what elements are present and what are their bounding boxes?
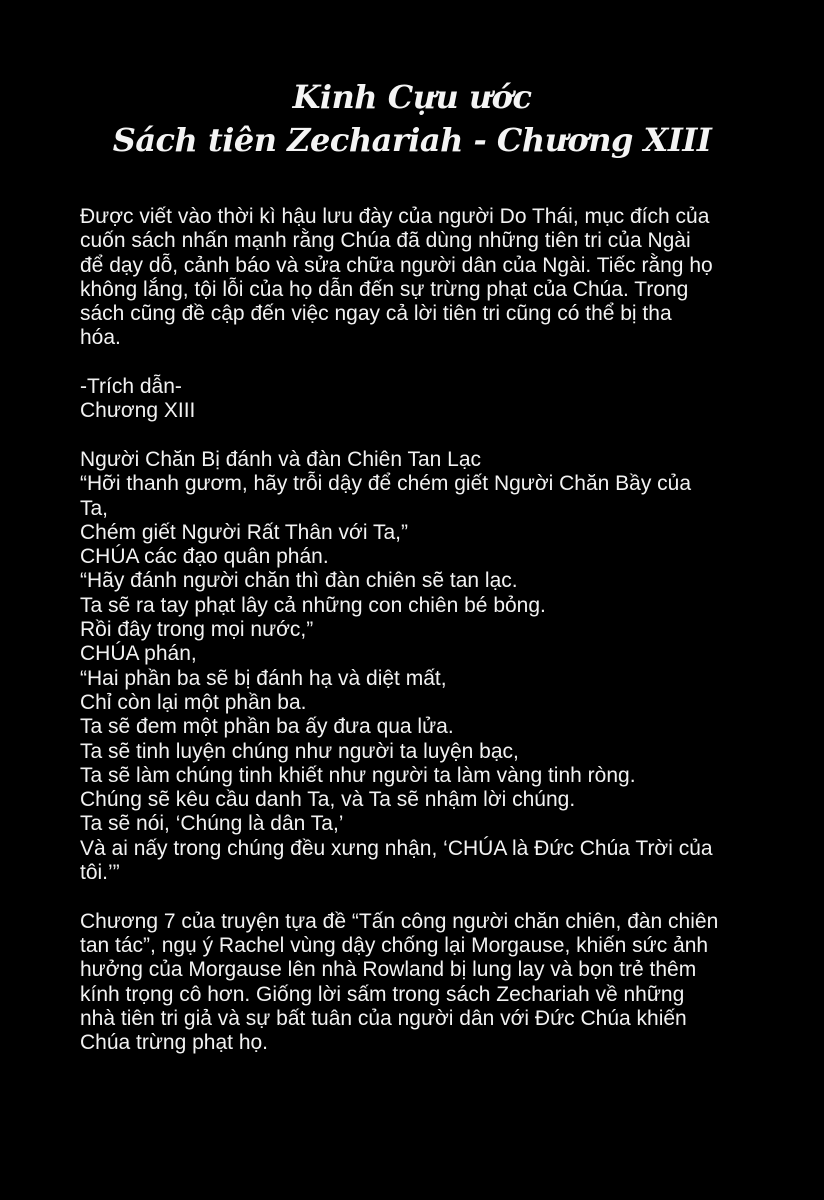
body-text <box>80 205 800 1055</box>
text-line: Chỉ còn lại một phần ba. <box>80 690 307 714</box>
text-line: Được viết vào thời kì hậu lưu đày của người Do Thái, mục đích của <box>80 205 710 228</box>
text-line: hưởng của Morgause lên nhà Rowland bị lung lay và bọn trẻ thêm <box>80 958 697 982</box>
text-line: cuốn sách nhấn mạnh rằng Chúa đã dùng những tiên tri của Ngài <box>80 229 691 253</box>
text-line: Ta sẽ ra tay phạt lây cả những con chiên bé bỏng. <box>80 593 546 617</box>
page-title-line-2: Sách tiên Zechariah - Chương XIII <box>112 121 712 159</box>
text-line: Ta sẽ làm chúng tinh khiết như người ta làm vàng tinh ròng. <box>80 763 636 787</box>
text-line: tan tác”, ngụ ý Rachel vùng dậy chống lại Morgause, khiến sức ảnh <box>80 933 709 957</box>
text-line: Ta, <box>80 496 109 520</box>
text-line: để dạy dỗ, cảnh báo và sửa chữa người dân của Ngài. Tiếc rằng họ <box>80 253 713 277</box>
text-line: tôi.’” <box>80 861 120 885</box>
text-line: hóa. <box>80 326 121 350</box>
text-line: Ta sẽ đem một phần ba ấy đưa qua lửa. <box>80 715 454 739</box>
blank-line <box>80 885 800 909</box>
text-line: “Hai phần ba sẽ bị đánh hạ và diệt mất, <box>80 666 447 690</box>
blank-line <box>80 351 800 375</box>
text-line: không lắng, tội lỗi của họ dẫn đến sự trừng phạt của Chúa. Trong <box>80 277 689 301</box>
text-line: Người Chăn Bị đánh và đàn Chiên Tan Lạc <box>80 447 482 471</box>
text-line: Chương XIII <box>80 399 196 423</box>
text-line: -Trích dẫn- <box>80 375 182 399</box>
text-line: kính trọng cô hơn. Giống lời sấm trong sách Zechariah về những <box>80 982 685 1006</box>
text-line: Chém giết Người Rất Thân với Ta,” <box>80 520 408 544</box>
text-line: “Hỡi thanh gươm, hãy trỗi dậy để chém giết Người Chăn Bầy của <box>80 472 692 496</box>
blank-line <box>80 424 800 448</box>
text-line: Chúng sẽ kêu cầu danh Ta, và Ta sẽ nhậm lời chúng. <box>80 788 576 812</box>
text-line: nhà tiên tri giả và sự bất tuân của người dân với Đức Chúa khiến <box>80 1006 687 1030</box>
text-line: sách cũng đề cập đến việc ngay cả lời tiên tri cũng có thể bị tha <box>80 302 672 326</box>
text-line: Và ai nấy trong chúng đều xưng nhận, ‘CHÚA là Đức Chúa Trời của <box>80 836 713 860</box>
text-line: CHÚA các đạo quân phán. <box>80 545 329 569</box>
text-line: Ta sẽ nói, ‘Chúng là dân Ta,’ <box>80 812 344 836</box>
text-line: Chương 7 của truyện tựa đề “Tấn công người chăn chiên, đàn chiên <box>80 909 719 933</box>
page-title-line-1: Kinh Cựu ước <box>292 78 532 116</box>
text-line: Rồi đây trong mọi nước,” <box>80 618 314 642</box>
text-line: Chúa trừng phạt họ. <box>80 1031 269 1055</box>
text-line: CHÚA phán, <box>80 642 197 666</box>
text-line: “Hãy đánh người chăn thì đàn chiên sẽ tan lạc. <box>80 569 518 593</box>
text-line: Ta sẽ tinh luyện chúng như người ta luyện bạc, <box>80 739 519 763</box>
